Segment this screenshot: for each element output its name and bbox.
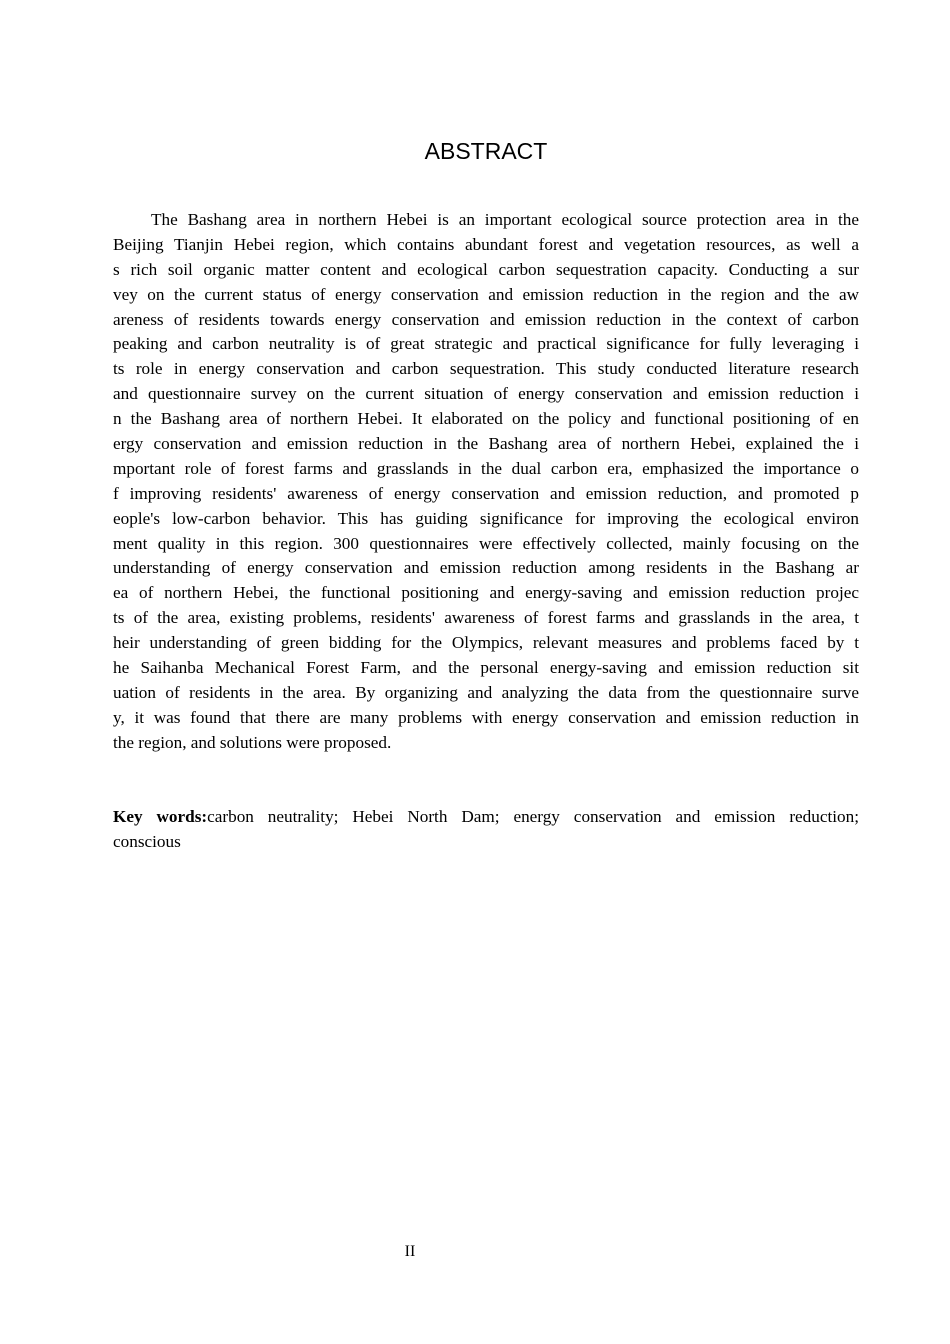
abstract-title: ABSTRACT — [424, 138, 548, 164]
abstract-line: the region, and solutions were proposed. — [113, 732, 392, 752]
keywords-line — [113, 805, 859, 830]
page-number: II — [404, 1243, 416, 1260]
keywords-line-continued: conscious — [113, 831, 181, 851]
keywords-label: Key words: — [113, 807, 208, 826]
abstract-line: peaking and carbon neutrality is of great strategic and practical significance for fully leveraging i — [113, 334, 859, 354]
abstract-line: ergy conservation and emission reduction in the Bashang area of northern Hebei, explained the i — [113, 434, 859, 454]
abstract-line: eople's low-carbon behavior. This has guiding significance for improving the ecological environ — [113, 508, 859, 528]
abstract-line: y, it was found that there are many problems with energy conservation and emission reduction in — [113, 707, 859, 727]
abstract-line: ea of northern Hebei, the functional positioning and energy-saving and emission reduction projec — [113, 583, 859, 603]
abstract-line: areness of residents towards energy conservation and emission reduction in the context of carbon — [113, 309, 859, 329]
abstract-line: f improving residents' awareness of energy conservation and emission reduction, and promoted p — [113, 483, 859, 503]
abstract-line: The Bashang area in northern Hebei is an important ecological source protection area in the — [151, 210, 859, 229]
abstract-line: ts role in energy conservation and carbon sequestration. This study conducted literature research — [113, 359, 859, 379]
abstract-line: uation of residents in the area. By organizing and analyzing the data from the questionnaire surve — [113, 682, 859, 702]
abstract-line: he Saihanba Mechanical Forest Farm, and the personal energy-saving and emission reduction sit — [113, 658, 859, 678]
abstract-line: Beijing Tianjin Hebei region, which contains abundant forest and vegetation resources, as well a — [113, 234, 859, 254]
abstract-body — [113, 208, 859, 756]
abstract-line: s rich soil organic matter content and ecological carbon sequestration capacity. Conducting a sur — [113, 259, 859, 279]
abstract-line: mportant role of forest farms and grasslands in the dual carbon era, emphasized the importance o — [113, 458, 859, 478]
abstract-line: vey on the current status of energy conservation and emission reduction in the region and the aw — [113, 284, 859, 304]
abstract-line: ts of the area, existing problems, residents' awareness of forest farms and grasslands in the area, t — [113, 608, 859, 628]
abstract-line: n the Bashang area of northern Hebei. It elaborated on the policy and functional positioning of en — [113, 409, 859, 429]
abstract-line: and questionnaire survey on the current situation of energy conservation and emission reduction i — [113, 384, 859, 404]
abstract-line: heir understanding of green bidding for the Olympics, relevant measures and problems faced by t — [113, 633, 859, 653]
keywords-section — [113, 805, 859, 855]
abstract-line: understanding of energy conservation and emission reduction among residents in the Bashang ar — [113, 558, 859, 578]
abstract-line: ment quality in this region. 300 questionnaires were effectively collected, mainly focusing on the — [113, 533, 859, 553]
keywords-text: carbon neutrality; Hebei North Dam; energy conservation and emission reduction; — [207, 807, 859, 826]
